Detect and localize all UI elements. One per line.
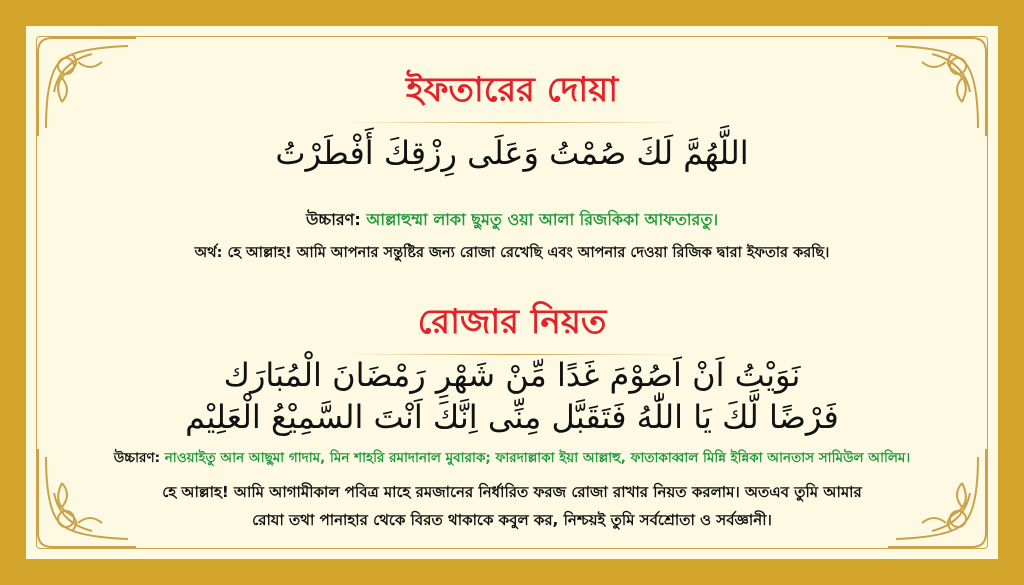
pronunciation-text: নাওয়াইতু আন আছুমা গাদাম, মিন শাহরি রমাদানাল মুবারাক; ফারদাল্লাকা ইয়া আল্লাহু, ফাতাকাব্বাল মিন্নি ইন্নিকা আনতাস সামিউল আলিম। [164,450,911,466]
iftar-meaning [66,242,958,266]
niyat-meaning-line-1: হে আল্লাহ! আমি আগামীকাল পবিত্র মাহে রমজানের নির্ধারিত ফরজ রোজা রাখার নিয়ত করলাম। অতএব তুমি আমার [162,483,862,501]
niyat-arabic-line-2: فَرْضًا لَّكَ يَا اللّٰهُ فَتَقَبَّل مِنِّى اِنَّكَ اَنْتَ السَّمِيْعُ الْعَلِيْم [185,398,839,436]
title-divider [346,122,678,123]
title-divider [346,354,678,355]
pronunciation-label: উচ্চারণ: [113,450,161,466]
pronunciation-label: উচ্চারণ: [305,210,361,229]
niyat-pronunciation [66,447,958,470]
niyat-title: রোজার নিয়ত [417,302,607,342]
iftar-arabic: اللَّهُمَّ لَكَ صُمْتُ وَعَلَى رِزْقِكَ أَفْطَرْتُ [275,134,749,172]
iftar-title: ইফতারের দোয়া [405,70,619,110]
niyat-arabic-line-1: نَوَيْتُ اَنْ اَصُوْمَ غَدًا مِّنْ شَهْرِ رَمْضَانَ الْمُبَارَك [223,356,801,394]
meaning-label: অর্থ: [194,245,223,261]
card-content [66,26,958,559]
pronunciation-text: আল্লাহুম্মা লাকা ছুমতু ওয়া আলা রিজকিকা আফতারতু। [366,210,719,229]
dua-card [26,26,998,559]
meaning-text: হে আল্লাহ! আমি আপনার সন্তুষ্টির জন্য রোজা রেখেছি এবং আপনার দেওয়া রিজিক দ্বারা ইফতার করছি। [227,245,830,261]
niyat-meaning-line-2: রোযা তথা পানাহার থেকে বিরত থাকাকে কবুল কর, নিশ্চয়ই তুমি সর্বশ্রোতা ও সর্বজ্ঞানী। [252,511,772,529]
iftar-pronunciation [66,207,958,234]
